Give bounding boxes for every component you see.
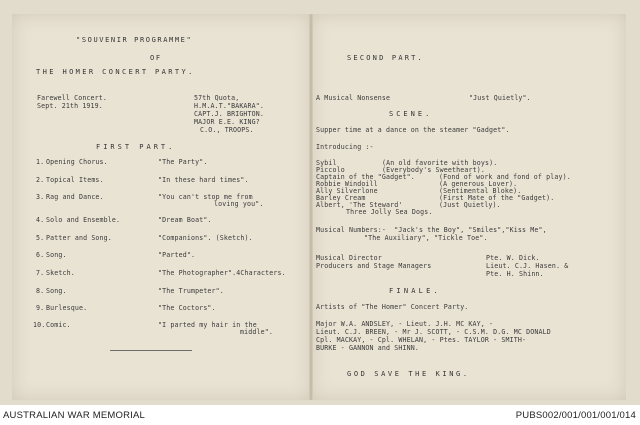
credits-line: BURKE - GANNON and SHINN. (316, 344, 419, 352)
captain-line: CAPT.J. BRIGHTON. (194, 110, 265, 118)
cast-name: Robbie Windoill (316, 180, 378, 188)
item-title: "Dream Boat". (158, 216, 212, 224)
major-line: MAJOR E.E. KING? (194, 118, 260, 126)
item-act: Comic. (46, 321, 71, 329)
item-act: Opening Chorus. (46, 158, 108, 166)
cast-desc: (Fond of work and fond of play). (439, 173, 571, 181)
item-title: "The Party". (158, 158, 208, 166)
credits-line: Lieut. C.J. BREEN, - Mr J. SCOTT, - C.S.M. D.G. MC DONALD (316, 328, 551, 336)
cast-desc: (First Mate of the "Gadget). (439, 194, 555, 202)
cast-name: Ally Silverlone (316, 187, 378, 195)
item-title-cont: loving you". (214, 200, 264, 208)
item-title: "The Trumpeter". (158, 287, 224, 295)
cast-desc: (Everybody's Sweetheart). (382, 166, 485, 174)
item-act: Patter and Song. (46, 234, 112, 242)
first-part-heading: FIRST PART. (96, 143, 176, 151)
credits-line: Cpl. MACKAY, - Cpl. WHELAN, - Ptes. TAYLOR - SMITH- (316, 336, 527, 344)
item-act: Rag and Dance. (46, 193, 104, 201)
item-title-cont: middle". (240, 328, 273, 336)
item-number: 3. (36, 193, 45, 201)
cast-name: Piccolo (316, 166, 345, 174)
programme-subtitle: THE HOMER CONCERT PARTY. (36, 68, 195, 76)
item-title: "You can't stop me from (158, 193, 253, 201)
nonsense-title: "Just Quietly". (469, 94, 531, 102)
artists-line: Artists of "The Homer" Concert Party. (316, 303, 469, 311)
item-number: 9. (36, 304, 45, 312)
item-number: 5. (36, 234, 45, 242)
item-act: Song. (46, 251, 67, 259)
cast-name: Barley Cream (316, 194, 366, 202)
scene-heading: SCENE. (389, 110, 433, 118)
item-title: "Parted". (158, 251, 196, 259)
cast-name: Captain of the "Gadget". (316, 173, 415, 181)
musical-numbers: Musical Numbers:- "Jack's the Boy", "Smiles","Kiss Me", (316, 226, 547, 234)
item-number: 10. (33, 321, 46, 329)
item-title: "The Coctors". (158, 304, 216, 312)
cast-name: Albert, 'The Steward' (316, 201, 403, 209)
page-fold (309, 14, 313, 400)
credits-line: Major W.A. ANDSLEY, - Lieut. J.H. MC KAY, - (316, 320, 494, 328)
item-act: Song. (46, 287, 67, 295)
programme-title: "SOUVENIR PROGRAMME" (76, 36, 193, 44)
item-act: Sketch. (46, 269, 75, 277)
closing-line: GOD SAVE THE KING. (347, 370, 470, 378)
producers-name-cont: Pte. H. Shinn. (486, 270, 544, 278)
director-name: Pte. W. Dick. (486, 254, 540, 262)
item-act: Solo and Ensemble. (46, 216, 121, 224)
cast-desc: (An old favorite with boys). (382, 159, 498, 167)
item-number: 4. (36, 216, 45, 224)
left-divider (110, 350, 192, 351)
producers-label: Producers and Stage Managers (316, 262, 432, 270)
finale-heading: FINALE. (389, 287, 441, 295)
cast-extra: Three Jolly Sea Dogs. (346, 208, 433, 216)
institution-label: AUSTRALIAN WAR MEMORIAL (3, 410, 146, 421)
producers-name: Lieut. C.J. Hasen. & (486, 262, 569, 270)
director-label: Musical Director (316, 254, 382, 262)
quota-line: 57th Quota, (194, 94, 240, 102)
concert-label: Farewell Concert. (37, 94, 108, 102)
troops-line: C.O., TROOPS. (200, 126, 254, 134)
cast-desc: (Just Quietly). (439, 201, 501, 209)
item-title: "In these hard times". (158, 176, 249, 184)
item-number: 8. (36, 287, 45, 295)
nonsense-label: A Musical Nonsense (316, 94, 391, 102)
cast-desc: (Sentimental Bloke). (439, 187, 522, 195)
cast-name: Sybil (316, 159, 337, 167)
item-title: "Companions". (Sketch). (158, 234, 253, 242)
concert-date: Sept. 21th 1919. (37, 102, 103, 110)
second-part-heading: SECOND PART. (347, 54, 424, 62)
ship-line: H.M.A.T."BAKARA". (194, 102, 265, 110)
item-title: "The Photographer".4Characters. (158, 269, 286, 277)
item-title: "I parted my hair in the (158, 321, 257, 329)
scene-description: Supper time at a dance on the steamer "Gadget". (316, 126, 510, 134)
item-number: 1. (36, 158, 45, 166)
item-act: Topical Items. (46, 176, 104, 184)
reference-number: PUBS002/001/001/001/014 (515, 410, 636, 421)
cast-desc: (A generous Lover). (439, 180, 518, 188)
introducing-label: Introducing :- (316, 143, 374, 151)
item-number: 2. (36, 176, 45, 184)
musical-numbers-cont: "The Auxiliary", "Tickle Toe". (364, 234, 488, 242)
item-act: Burlesque. (46, 304, 88, 312)
item-number: 7. (36, 269, 45, 277)
programme-title-of: OF (150, 54, 162, 62)
item-number: 6. (36, 251, 45, 259)
